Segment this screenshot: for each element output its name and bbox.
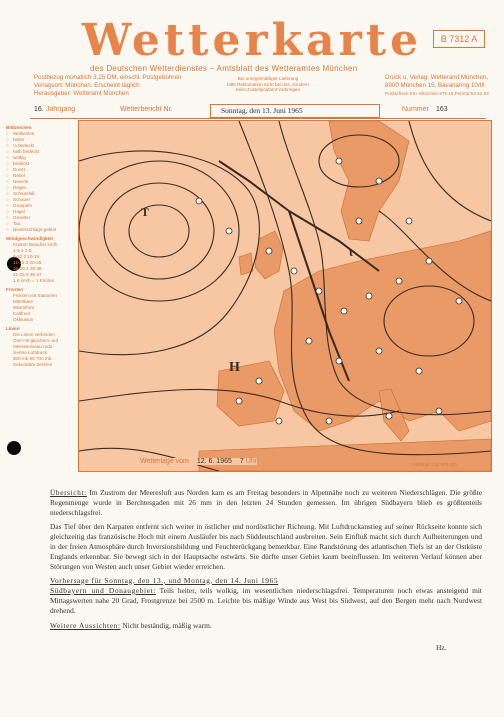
legend-symbol-icon: ○ xyxy=(6,137,9,142)
legend-group-title: Bildzeichen xyxy=(6,125,32,130)
legend-symbol-icon: ○ xyxy=(6,173,9,178)
station-marker xyxy=(291,268,297,274)
station-marker xyxy=(416,368,422,374)
outlook-paragraph xyxy=(50,621,482,631)
map-footer-hour: 7 xyxy=(239,458,244,465)
overview-paragraph xyxy=(50,488,482,519)
legend-item xyxy=(6,278,76,284)
region-text: Teils heiter, teils wolkig, im wesentlichen niederschlagsfrei. Temperaturen noch etwas ansteigend mit Mittagswerten nahe 20 Grad, Frostgrenze bei 2500 m. Leichte bis mäßige Winde aus West bis Südwest, auf den Bergen mehr nach Nordwest drehend. xyxy=(50,585,482,616)
legend-item-label: Meeresniveau redu- xyxy=(13,344,54,349)
station-marker xyxy=(336,358,342,364)
legend-item-label: zierten Luftdruck xyxy=(13,350,47,355)
map-footer-label: Wetterlage vom xyxy=(140,458,189,465)
legend-item-label: 11-15 3 20-28 xyxy=(13,260,42,265)
station-marker xyxy=(456,298,462,304)
map-legend xyxy=(6,122,76,472)
map-footer-date: 12. 6. 19 xyxy=(196,458,225,465)
isobar xyxy=(104,183,214,279)
legend-symbol-icon: ○ xyxy=(6,149,9,154)
delivery-note xyxy=(218,76,318,93)
legend-item-label: Kaltfront xyxy=(13,311,31,316)
station-marker xyxy=(306,338,312,344)
postal-number-box: B 7312 A xyxy=(433,30,485,48)
station-marker xyxy=(376,348,382,354)
legend-item-label: Schneefall xyxy=(13,191,35,196)
legend-item-label: Graupeln xyxy=(13,203,32,208)
station-marker xyxy=(196,198,202,204)
publisher-info xyxy=(385,74,495,98)
legend-item-label: Mittelbare xyxy=(13,299,34,304)
legend-symbol-icon: ○ xyxy=(6,131,9,136)
legend-symbol-icon: ○ xyxy=(6,179,9,184)
secondary-low-label-t: t xyxy=(349,245,353,259)
legend-item xyxy=(6,227,76,233)
number-label: Nummer xyxy=(402,106,429,113)
weather-map xyxy=(78,120,492,472)
overview2-paragraph: Das Tief über den Karpaten entfernt sich weiter in östlicher und nordöstlicher Richtung. Mit Luftdruckanstieg auf seiner Rückseite konnte sich gleichzeitig das französische Hoch mit einem Ausläufer bis nach Süddeutschland ausbreiten. Sein Einfluß macht sich durch Aufheiterungen und in der freien Atmosphäre durch Inversionsbildung und Feuchterückgang bemerkbar. Eine Randstörung des atlantischen Tiefs ist an der Ostküste Englands erkennbar. Sie bewegt sich in der Hauptsache ostwärts. Sie dürfte unser Gebiet kaum beeinflussen. Im weiteren Verlauf können aber Störungen von Westen auch unser Gebiet wieder erreichen. xyxy=(50,521,482,572)
isobar xyxy=(79,161,239,301)
isobar xyxy=(409,121,491,221)
station-marker xyxy=(376,178,382,184)
legend-symbol-icon: ○ xyxy=(6,191,9,196)
legend-item-label: Schauer xyxy=(13,197,31,202)
legend-symbol-icon: ○ xyxy=(6,185,9,190)
station-marker xyxy=(256,378,262,384)
legend-group-title: Fronten xyxy=(6,287,24,292)
legend-symbol-icon: ○ xyxy=(6,221,9,226)
legend-item-label: Sekundäre Zentren xyxy=(13,362,53,367)
legend-group-title: Windgeschwindigkeit xyxy=(6,236,53,241)
legend-item-label: Dunst xyxy=(13,167,26,172)
legend-item-label: Orte mit gleichem, auf xyxy=(13,338,58,343)
forecast-label: Vorhersage für Sonntag, den 13., und Montag, den 14. Juni 1965 xyxy=(50,575,279,585)
author-signature: Hz. xyxy=(436,643,447,652)
weather-map-svg xyxy=(79,121,491,471)
station-marker xyxy=(336,158,342,164)
legend-item-label: Okklusion xyxy=(13,317,34,322)
legend-item-label: wolkig xyxy=(13,155,26,160)
legend-item-label: Knoten Beaufort km/h xyxy=(13,242,58,247)
info-line: Bei unregelmäßiger Lieferung xyxy=(237,76,299,81)
issue-number: 163 xyxy=(436,106,448,113)
legend-symbol-icon: ○ xyxy=(6,227,9,232)
info-line: Verlagsort: München. Erscheint täglich xyxy=(34,82,140,89)
legend-symbol-icon: ○ xyxy=(6,155,9,160)
legend-item-label: 6-10 2 10-19 xyxy=(13,254,40,259)
overview-text: Im Zustrom der Meeresluft aus Norden kam es am Freitag besonders in Alpennähe noch zu weiteren Niederschlägen. Die größte Regenmenge wurde in Berchtesgaden mit 26 mm in den letzten 24 Stunden gemessen. Im übrigen Südbayern blieb es größtenteils niederschlagsfrei. xyxy=(50,488,482,518)
station-marker xyxy=(426,258,432,264)
high-pressure-label-H: H xyxy=(229,360,240,375)
station-marker xyxy=(356,218,362,224)
year-label: Jahrgang xyxy=(46,106,76,113)
scandinavia-landmass xyxy=(329,121,409,241)
weather-report-text xyxy=(50,488,482,635)
low-pressure-label-T: T xyxy=(141,205,150,219)
station-marker xyxy=(326,418,332,424)
info-line: Postscheck Kto. München 875 15 Fernruf 53 52 53 xyxy=(385,91,489,96)
map-footer xyxy=(140,458,257,465)
newspaper-subtitle: des Deutschen Wetterdienstes – Amtsblatt des Wetteramtes München xyxy=(90,64,358,73)
legend-item-label: Gewitter xyxy=(13,215,31,220)
legend-item-label: Regen xyxy=(13,185,27,190)
header-rule xyxy=(30,118,486,119)
legend-item-label: Wolkenlos xyxy=(13,131,35,136)
isobar xyxy=(129,205,189,257)
station-marker xyxy=(236,398,242,404)
legend-item-label: Niederschlags-gebiet xyxy=(13,227,57,232)
issue-info-bar xyxy=(34,104,486,118)
date-box xyxy=(210,104,380,118)
isobar xyxy=(79,151,259,355)
station-marker xyxy=(276,418,282,424)
forecast-heading xyxy=(50,576,482,586)
station-marker xyxy=(436,408,442,414)
legend-item-label: 1-5 1 1-9 xyxy=(13,248,32,253)
region-label: Südbayern und Donaugebiet: xyxy=(50,585,156,595)
legend-group-title: Linien xyxy=(6,326,20,331)
year-number: 16. xyxy=(34,106,44,113)
station-marker xyxy=(341,308,347,314)
station-marker xyxy=(406,218,412,224)
info-line: Herausgeber: Wetteramt München xyxy=(34,90,129,97)
legend-item-label: 21-25 5 39-47 xyxy=(13,272,42,277)
legend-symbol-icon: ○ xyxy=(6,209,9,214)
outlook-text: Nicht beständig, mäßig warm. xyxy=(122,621,212,631)
legend-symbol-icon: ○ xyxy=(6,197,9,202)
legend-item xyxy=(6,317,76,323)
station-marker xyxy=(386,413,392,419)
legend-symbol-icon: ○ xyxy=(6,167,9,172)
legend-item-label: ¼ bedeckt xyxy=(13,143,35,148)
info-line: bitte Reklamation nicht bei uns, sondern xyxy=(227,81,309,87)
legend-item-label: 500 mb 60 700 mb xyxy=(13,356,52,361)
legend-item-label: 1,6 km/h = 1 Knoten xyxy=(13,278,55,283)
station-marker xyxy=(366,293,372,299)
legend-item-label: Nieseln xyxy=(13,179,29,184)
legend-symbol-icon: ○ xyxy=(6,215,9,220)
region-paragraph xyxy=(50,586,482,617)
map-scale: Maßstab 1:50 000 000 xyxy=(412,462,458,467)
subscription-info xyxy=(34,74,184,98)
legend-symbol-icon: ○ xyxy=(6,203,9,208)
newspaper-title: Wetterkarte xyxy=(82,15,423,66)
station-marker xyxy=(396,278,402,284)
legend-item-label: Tau xyxy=(13,221,21,226)
legend-item-label: Hagel xyxy=(13,209,26,214)
legend-item-label: heiter xyxy=(13,137,25,142)
occluded-front xyxy=(219,161,289,211)
info-line: Postbezug monatlich 3,25 DM, einschl. Postgebühren xyxy=(34,74,182,81)
legend-item xyxy=(6,362,76,368)
station-marker xyxy=(226,228,232,234)
station-marker xyxy=(266,248,272,254)
legend-item-label: bedeckt xyxy=(13,161,30,166)
station-marker xyxy=(316,288,322,294)
info-line: Druck u. Verlag: Wetteramt München, xyxy=(385,74,489,81)
masthead xyxy=(30,15,490,104)
legend-item-label: halb bedeckt xyxy=(13,149,40,154)
report-label: Wetterbericht Nr. xyxy=(120,106,173,113)
legend-item-label: Nebel xyxy=(13,173,26,178)
legend-item-label: 16-20 4 29-38 xyxy=(13,266,42,271)
outlook-label: Weitere Aussichten: xyxy=(50,621,121,631)
issue-date: Sonntag, den 13. Juni 1965 xyxy=(221,106,303,115)
legend-symbol-icon: ○ xyxy=(6,143,9,148)
info-line: beim Zustellpostamt vorbringen xyxy=(235,87,301,93)
legend-item-label: Warmfront xyxy=(13,305,35,310)
map-footer-year: 65 xyxy=(224,458,232,465)
overview-label: Übersicht: xyxy=(50,488,87,497)
legend-item-label: Fronten mit Stationen xyxy=(13,293,57,298)
info-line: 8000 München 15, Bavariaring 10/III xyxy=(385,82,485,89)
map-footer-unit: Uhr xyxy=(245,458,257,465)
legend-item-label: Die Linien verbinden xyxy=(13,332,55,337)
legend-symbol-icon: ○ xyxy=(6,161,9,166)
